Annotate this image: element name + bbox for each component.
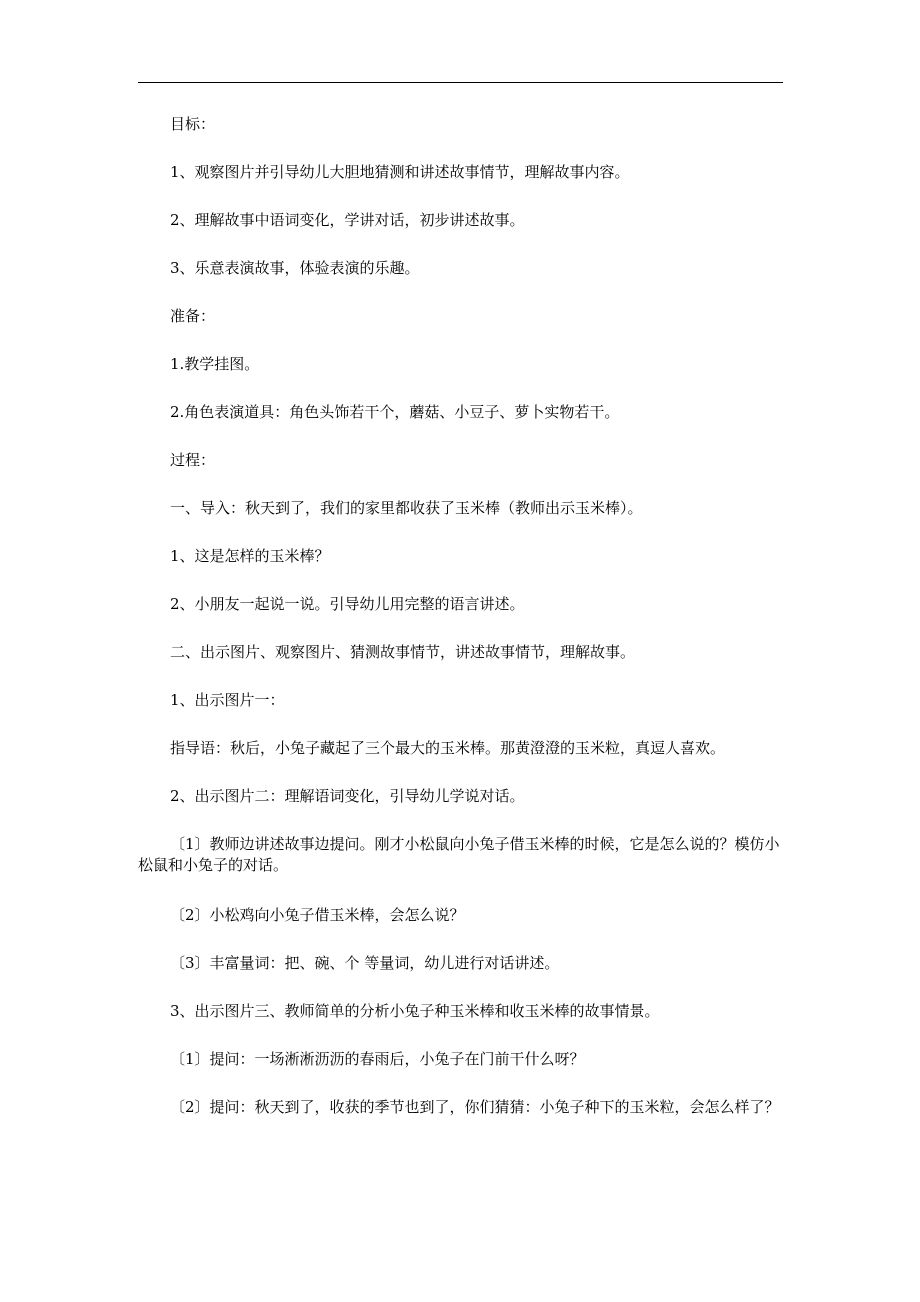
prep-item-1: 1.教学挂图。	[170, 355, 260, 373]
prep-item-2: 2.角色表演道具：角色头饰若干个，蘑菇、小豆子、萝卜实物若干。	[170, 403, 620, 421]
step-2-item-3-b: 〔2〕提问：秋天到了，收获的季节也到了，你们猜猜：小兔子种下的玉米粒，会怎么样了？	[170, 1098, 780, 1116]
step-2-item-2-a: 〔1〕教师边讲述故事边提问。刚才小松鼠向小兔子借玉米棒的时候，它是怎么说的？模仿小松鼠和小兔子的对话。	[138, 835, 780, 874]
step-2: 二、出示图片、观察图片、猜测故事情节，讲述故事情节，理解故事。	[170, 643, 636, 661]
goal-heading: 目标：	[170, 115, 216, 133]
goal-item-2: 2、理解故事中语词变化，学讲对话，初步讲述故事。	[170, 211, 525, 229]
step-1: 一、导入：秋天到了，我们的家里都收获了玉米棒（教师出示玉米棒）。	[170, 499, 643, 517]
header-rule	[138, 82, 783, 83]
step-2-item-3-a: 〔1〕提问：一场淅淅沥沥的春雨后，小兔子在门前干什么呀？	[170, 1050, 585, 1068]
step-2-item-2-c: 〔3〕丰富量词：把、碗、个 等量词，幼儿进行对话讲述。	[170, 954, 560, 972]
goal-item-1: 1、观察图片并引导幼儿大胆地猜测和讲述故事情节，理解故事内容。	[170, 163, 630, 181]
step-2-item-1: 1、出示图片一：	[170, 691, 285, 709]
step-2-item-1-guide: 指导语：秋后，小兔子藏起了三个最大的玉米棒。那黄澄澄的玉米粒，真逗人喜欢。	[170, 739, 726, 757]
goal-item-3: 3、乐意表演故事，体验表演的乐趣。	[170, 259, 420, 277]
step-2-item-3: 3、出示图片三、教师简单的分析小兔子种玉米棒和收玉米棒的故事情景。	[170, 1002, 660, 1020]
step-2-item-2-b: 〔2〕小松鸡向小兔子借玉米棒，会怎么说？	[170, 906, 465, 924]
process-heading: 过程：	[170, 451, 216, 469]
step-1-item-1: 1、这是怎样的玉米棒？	[170, 547, 330, 565]
prep-heading: 准备：	[170, 307, 216, 325]
step-2-item-2: 2、出示图片二：理解语词变化，引导幼儿学说对话。	[170, 787, 525, 805]
step-1-item-2: 2、小朋友一起说一说。引导幼儿用完整的语言讲述。	[170, 595, 525, 613]
